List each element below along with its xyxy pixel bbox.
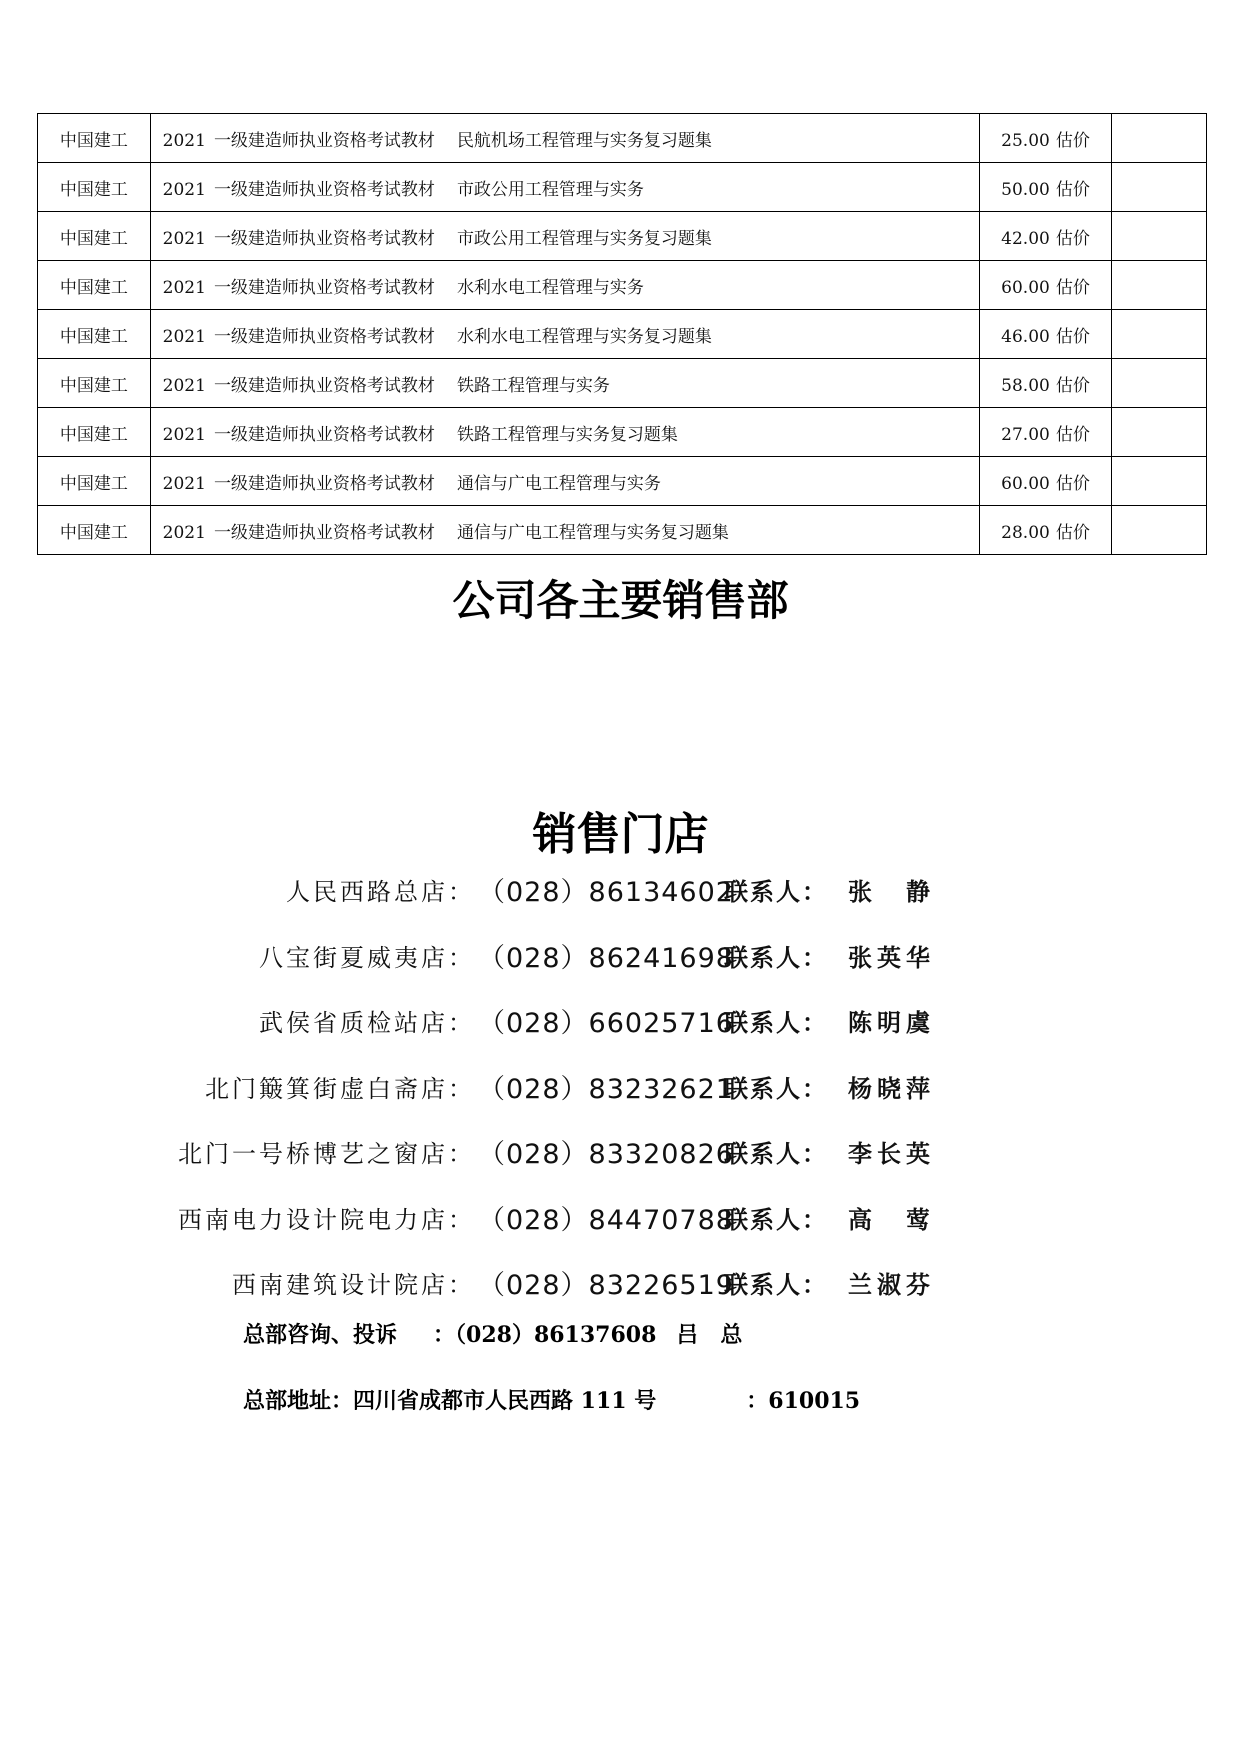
hq-consult-contact: 吕 总 bbox=[676, 1322, 743, 1348]
store-row bbox=[0, 1003, 1241, 1069]
note-cell bbox=[1112, 310, 1207, 359]
title-cell bbox=[150, 114, 979, 163]
title-series: 一级建造师执业资格考试教材 bbox=[213, 326, 435, 347]
title-cell bbox=[150, 163, 979, 212]
store-row bbox=[0, 1134, 1241, 1200]
note-cell bbox=[1112, 163, 1207, 212]
contact-name: 高 莺 bbox=[848, 1205, 935, 1234]
table-row bbox=[38, 310, 1207, 359]
contact-label: 联系人： bbox=[724, 1140, 828, 1168]
price-cell bbox=[979, 163, 1112, 212]
title-series: 一级建造师执业资格考试教材 bbox=[213, 130, 435, 151]
contact-name: 张 静 bbox=[848, 878, 935, 906]
title-subject: 通信与广电工程管理与实务 bbox=[456, 473, 661, 494]
book-price-table bbox=[37, 113, 1207, 555]
store-row bbox=[0, 1069, 1241, 1135]
store-row bbox=[0, 938, 1241, 1004]
note-cell bbox=[1112, 114, 1207, 163]
title-year: 2021 bbox=[162, 424, 206, 445]
price-cell bbox=[979, 261, 1112, 310]
price-cell bbox=[979, 310, 1112, 359]
price-unit: 估价 bbox=[1055, 228, 1090, 249]
price-unit: 估价 bbox=[1055, 522, 1090, 543]
title-subject: 市政公用工程管理与实务 bbox=[456, 179, 644, 200]
price-unit: 估价 bbox=[1055, 424, 1090, 445]
price-cell bbox=[979, 359, 1112, 408]
price-unit: 估价 bbox=[1055, 473, 1090, 494]
sales-stores-heading: 销售门店 bbox=[532, 809, 709, 860]
price-value: 46.00 bbox=[1001, 326, 1050, 347]
price-value: 60.00 bbox=[1001, 473, 1050, 494]
hq-consult-label: 总部咨询、投诉 bbox=[243, 1322, 398, 1348]
title-year: 2021 bbox=[162, 326, 206, 347]
price-value: 58.00 bbox=[1001, 375, 1050, 396]
store-name: 人民西路总店： bbox=[286, 878, 475, 906]
title-subject: 水利水电工程管理与实务复习题集 bbox=[456, 326, 712, 347]
contact-label: 联系人： bbox=[724, 1271, 828, 1299]
title-cell bbox=[150, 310, 979, 359]
title-series: 一级建造师执业资格考试教材 bbox=[213, 228, 435, 249]
store-phone: （028）83320826 bbox=[478, 1139, 734, 1170]
store-phone: （028）84470788 bbox=[478, 1204, 734, 1236]
title-year: 2021 bbox=[162, 228, 206, 249]
contact-name: 李长英 bbox=[848, 1140, 935, 1168]
title-subject: 水利水电工程管理与实务 bbox=[456, 277, 644, 298]
note-cell bbox=[1112, 359, 1207, 408]
title-series: 一级建造师执业资格考试教材 bbox=[213, 522, 435, 543]
title-subject: 铁路工程管理与实务 bbox=[456, 375, 610, 396]
title-cell bbox=[150, 261, 979, 310]
price-value: 28.00 bbox=[1001, 522, 1050, 543]
publisher-cell: 中国建工 bbox=[38, 261, 151, 310]
price-cell bbox=[979, 114, 1112, 163]
price-unit: 估价 bbox=[1055, 277, 1090, 298]
title-series: 一级建造师执业资格考试教材 bbox=[213, 424, 435, 445]
price-value: 25.00 bbox=[1001, 130, 1050, 151]
title-series: 一级建造师执业资格考试教材 bbox=[213, 375, 435, 396]
price-unit: 估价 bbox=[1055, 179, 1090, 200]
title-year: 2021 bbox=[162, 179, 206, 200]
price-cell bbox=[979, 506, 1112, 555]
store-phone: （028）83232621 bbox=[478, 1073, 734, 1105]
publisher-cell: 中国建工 bbox=[38, 457, 151, 506]
store-name: 北门一号桥博艺之窗店： bbox=[178, 1140, 475, 1168]
contact-name: 兰淑芬 bbox=[848, 1271, 935, 1299]
contact-label: 联系人： bbox=[724, 943, 828, 972]
price-unit: 估价 bbox=[1055, 375, 1090, 396]
store-name: 武侯省质检站店： bbox=[259, 1009, 475, 1037]
title-cell bbox=[150, 457, 979, 506]
note-cell bbox=[1112, 261, 1207, 310]
store-name: 北门簸箕街虚白斋店： bbox=[205, 1074, 475, 1103]
title-cell bbox=[150, 359, 979, 408]
store-list bbox=[0, 872, 1241, 1331]
table-row bbox=[38, 163, 1207, 212]
hq-address: 四川省成都市人民西路 111 号 bbox=[353, 1388, 657, 1414]
title-subject: 铁路工程管理与实务复习题集 bbox=[456, 424, 678, 445]
title-year: 2021 bbox=[162, 522, 206, 543]
store-phone: （028）86134602 bbox=[478, 877, 734, 908]
price-cell bbox=[979, 408, 1112, 457]
contact-name: 张英华 bbox=[848, 943, 935, 972]
store-name: 八宝街夏威夷店： bbox=[259, 943, 475, 972]
contact-label: 联系人： bbox=[724, 1074, 828, 1103]
price-value: 60.00 bbox=[1001, 277, 1050, 298]
table-row bbox=[38, 457, 1207, 506]
title-series: 一级建造师执业资格考试教材 bbox=[213, 473, 435, 494]
hq-consult-phone: ：（028）86137608 bbox=[433, 1322, 657, 1348]
store-row bbox=[0, 872, 1241, 938]
publisher-cell: 中国建工 bbox=[38, 408, 151, 457]
contact-label: 联系人： bbox=[724, 878, 828, 906]
title-year: 2021 bbox=[162, 277, 206, 298]
title-subject: 通信与广电工程管理与实务复习题集 bbox=[456, 522, 729, 543]
price-value: 50.00 bbox=[1001, 179, 1050, 200]
contact-name: 陈明虞 bbox=[848, 1009, 935, 1037]
store-phone: （028）66025716 bbox=[478, 1008, 734, 1039]
publisher-cell: 中国建工 bbox=[38, 506, 151, 555]
table-row bbox=[38, 212, 1207, 261]
title-series: 一级建造师执业资格考试教材 bbox=[213, 179, 435, 200]
title-cell bbox=[150, 212, 979, 261]
note-cell bbox=[1112, 212, 1207, 261]
store-name: 西南电力设计院电力店： bbox=[178, 1205, 475, 1234]
store-name: 西南建筑设计院店： bbox=[232, 1271, 475, 1299]
hq-consult-line bbox=[243, 1318, 742, 1349]
store-phone: （028）86241698 bbox=[478, 942, 734, 974]
store-phone: （028）83226519 bbox=[478, 1270, 734, 1301]
note-cell bbox=[1112, 457, 1207, 506]
title-subject: 民航机场工程管理与实务复习题集 bbox=[456, 130, 712, 151]
table-row bbox=[38, 408, 1207, 457]
title-cell bbox=[150, 408, 979, 457]
note-cell bbox=[1112, 506, 1207, 555]
table-row bbox=[38, 261, 1207, 310]
title-year: 2021 bbox=[162, 375, 206, 396]
title-year: 2021 bbox=[162, 473, 206, 494]
store-row bbox=[0, 1200, 1241, 1266]
contact-label: 联系人： bbox=[724, 1009, 828, 1037]
publisher-cell: 中国建工 bbox=[38, 212, 151, 261]
sales-departments-heading: 公司各主要销售部 bbox=[452, 576, 789, 625]
table-row bbox=[38, 506, 1207, 555]
note-cell bbox=[1112, 408, 1207, 457]
contact-label: 联系人： bbox=[724, 1205, 828, 1234]
hq-postcode: ：610015 bbox=[746, 1388, 861, 1414]
table-row bbox=[38, 114, 1207, 163]
hq-address-label: 总部地址： bbox=[243, 1388, 354, 1414]
price-unit: 估价 bbox=[1055, 326, 1090, 347]
price-cell bbox=[979, 212, 1112, 261]
price-value: 27.00 bbox=[1001, 424, 1050, 445]
publisher-cell: 中国建工 bbox=[38, 114, 151, 163]
hq-address-line bbox=[243, 1384, 860, 1415]
price-cell bbox=[979, 457, 1112, 506]
price-unit: 估价 bbox=[1055, 130, 1090, 151]
publisher-cell: 中国建工 bbox=[38, 359, 151, 408]
title-subject: 市政公用工程管理与实务复习题集 bbox=[456, 228, 712, 249]
contact-name: 杨晓萍 bbox=[848, 1074, 935, 1103]
table-row bbox=[38, 359, 1207, 408]
title-cell bbox=[150, 506, 979, 555]
price-value: 42.00 bbox=[1001, 228, 1050, 249]
title-year: 2021 bbox=[162, 130, 206, 151]
publisher-cell: 中国建工 bbox=[38, 310, 151, 359]
title-series: 一级建造师执业资格考试教材 bbox=[213, 277, 435, 298]
publisher-cell: 中国建工 bbox=[38, 163, 151, 212]
